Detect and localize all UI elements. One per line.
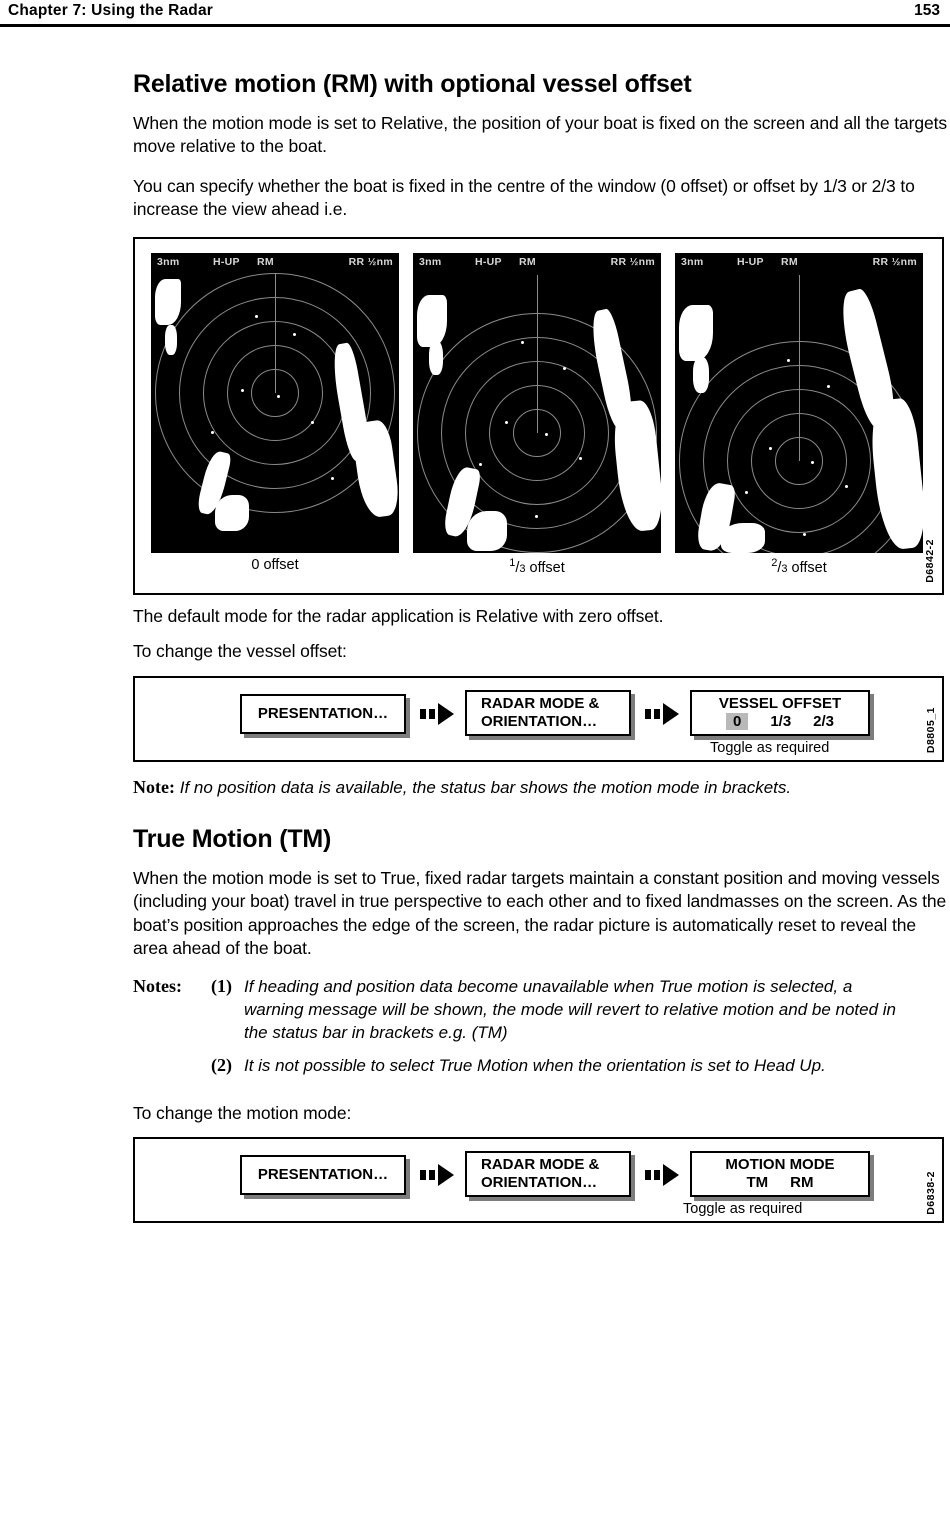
radar-mode-label-line2: ORIENTATION…	[481, 712, 598, 730]
note-text: If no position data is available, the status bar shows the motion mode in brackets.	[179, 777, 792, 797]
landmass	[721, 523, 765, 553]
radar-caption-row	[151, 557, 929, 579]
vessel-offset-options[interactable]	[692, 713, 868, 731]
rm-note	[133, 776, 948, 799]
presentation-menu-button[interactable]	[240, 1155, 406, 1195]
flow-arrow-icon	[420, 703, 460, 725]
figure-id-label: D8805_1	[925, 707, 937, 754]
page-header	[0, 0, 950, 30]
caption-numerator: 1	[509, 557, 516, 570]
header-divider	[0, 24, 950, 27]
presentation-menu-label: PRESENTATION…	[257, 704, 389, 722]
radar-caption-two-thirds-offset: $^2$/3 offset	[771, 557, 827, 576]
tm-note-row-2	[133, 1055, 914, 1088]
vessel-offset-button[interactable]	[690, 690, 870, 736]
radar-range-label: 3nm	[681, 256, 704, 269]
caption-denominator: 3	[519, 562, 526, 575]
caption-suffix: offset	[525, 559, 565, 576]
notes-label: Notes:	[133, 976, 182, 997]
notes-label-spacer	[133, 1055, 186, 1088]
landmass	[417, 295, 447, 347]
motion-mode-option-tm[interactable]: TM	[746, 1174, 769, 1192]
radar-range-label: 3nm	[419, 256, 442, 269]
motion-mode-title: MOTION MODE	[725, 1156, 835, 1174]
section-title-rm: Relative motion (RM) with optional vessel offset	[133, 70, 692, 98]
header-chapter-title: Chapter 7: Using the Radar	[8, 2, 214, 19]
vessel-offset-title: VESSEL OFFSET	[718, 694, 842, 712]
landmass	[467, 511, 507, 551]
tm-note-row-1	[133, 976, 914, 1055]
radar-mode-label-line1: RADAR MODE &	[481, 694, 600, 712]
presentation-menu-button[interactable]	[240, 694, 406, 734]
rm-paragraph-1: When the motion mode is set to Relative, the position of your boat is fixed on the screen and all the targets move relative to the boat.	[133, 113, 948, 157]
radar-mode-label: RM	[781, 256, 798, 269]
radar-offset-figure	[133, 237, 944, 595]
landmass	[165, 325, 177, 355]
rm-paragraph-3: The default mode for the radar application is Relative with zero offset.	[133, 606, 664, 627]
presentation-menu-label: PRESENTATION…	[257, 1166, 389, 1184]
toggle-as-required-label: Toggle as required	[710, 739, 830, 756]
radar-ring-label: RR ½nm	[610, 256, 655, 269]
vessel-offset-option-1-3[interactable]: 1/3	[770, 712, 792, 730]
figure-id-label: D6842-2	[924, 539, 936, 584]
toggle-as-required-label: Toggle as required	[683, 1201, 803, 1218]
rm-paragraph-4: To change the vessel offset:	[133, 641, 347, 662]
landmass	[429, 341, 443, 375]
vessel-offset-flow-figure	[133, 676, 944, 762]
radar-orientation-label: H-UP	[737, 256, 764, 269]
caption-suffix: offset	[259, 557, 299, 574]
note-text-1: If heading and position data become unavailable when True motion is selected, a warning message will be shown, the mode will revert to relative motion and be noted in the status bar in brackets e.g. (TM)	[243, 977, 896, 1042]
radar-mode-orientation-button[interactable]	[465, 1151, 631, 1197]
heading-line	[275, 273, 276, 393]
landmass	[693, 357, 709, 393]
motion-mode-options[interactable]	[692, 1174, 868, 1192]
radar-caption-0-offset	[151, 557, 399, 573]
radar-mode-label-line1: RADAR MODE &	[481, 1156, 600, 1174]
landmass	[679, 305, 713, 361]
radar-ring-label: RR ½nm	[872, 256, 917, 269]
radar-ring-label: RR ½nm	[348, 256, 393, 269]
flow-arrow-icon	[645, 1164, 685, 1186]
note-label: Note:	[133, 776, 175, 797]
radar-mode-orientation-button[interactable]	[465, 690, 631, 736]
tm-notes-list	[133, 976, 914, 1088]
caption-suffix: offset	[787, 559, 827, 576]
radar-status-bar	[151, 256, 399, 270]
flow-arrow-icon	[420, 1164, 460, 1186]
vessel-offset-option-0[interactable]: 0	[726, 713, 748, 731]
radar-mode-label: RM	[257, 256, 274, 269]
radar-panel-0-offset	[151, 253, 399, 553]
header-page-number: 153	[914, 2, 940, 19]
note-number-2: (2)	[210, 1054, 232, 1075]
radar-orientation-label: H-UP	[475, 256, 502, 269]
page-content	[133, 70, 948, 1237]
landmass	[155, 279, 181, 325]
radar-scope	[675, 271, 923, 553]
caption-numerator: 2	[771, 557, 778, 570]
flow-arrow-icon	[645, 703, 685, 725]
figure-id-label: D6838-2	[925, 1171, 937, 1216]
section-title-tm: True Motion (TM)	[133, 824, 332, 853]
tm-paragraph-2: To change the motion mode:	[133, 1102, 352, 1123]
radar-status-bar	[675, 256, 923, 270]
note-number-1: (1)	[210, 976, 232, 997]
radar-range-label: 3nm	[157, 256, 180, 269]
radar-scope	[413, 271, 661, 553]
landmass	[215, 495, 249, 531]
radar-panel-one-third-offset	[413, 253, 661, 553]
radar-orientation-label: H-UP	[213, 256, 240, 269]
vessel-offset-option-2-3[interactable]: 2/3	[813, 712, 835, 730]
tm-paragraph-1: When the motion mode is set to True, fixed radar targets maintain a constant position and moving vessels (including your boat) travel in true perspective to each other and to fixed landmasses on the screen. As the boat’s position approaches the edge of the screen, the radar picture is automatically reset to reveal the area ahead of the boat.	[133, 867, 947, 958]
note-text-2: It is not possible to select True Motion when the orientation is set to Head Up.	[243, 1055, 826, 1075]
heading-line	[799, 275, 800, 461]
caption-denominator: 3	[781, 562, 788, 575]
motion-mode-option-rm[interactable]: RM	[790, 1174, 814, 1192]
radar-panel-two-thirds-offset	[675, 253, 923, 553]
rm-paragraph-2: You can specify whether the boat is fixed in the centre of the window (0 offset) or offset by 1/3 or 2/3 to increase the view ahead i.e.	[133, 175, 915, 219]
motion-mode-flow-figure	[133, 1137, 944, 1223]
motion-mode-button[interactable]	[690, 1151, 870, 1197]
radar-caption-one-third-offset: $^1$/3 offset	[509, 557, 565, 576]
heading-line	[537, 275, 538, 433]
radar-scope	[151, 271, 399, 553]
radar-mode-label: RM	[519, 256, 536, 269]
radar-status-bar	[413, 256, 661, 270]
landmass	[351, 419, 399, 519]
caption-value: 0	[251, 557, 260, 574]
radar-mode-label-line2: ORIENTATION…	[481, 1174, 598, 1192]
radar-panel-row	[151, 253, 923, 553]
